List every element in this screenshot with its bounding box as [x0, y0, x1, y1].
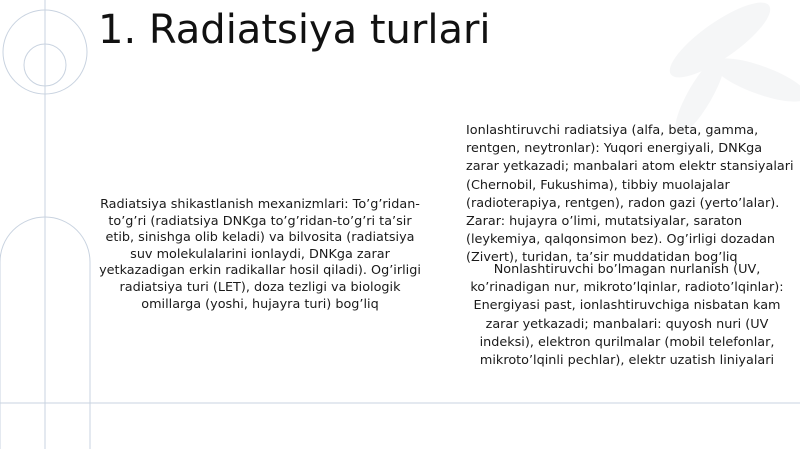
deco-leaf-shadow — [661, 0, 800, 140]
non-ionizing-radiation-text: Nonlashtiruvchi bo’lmagan nurlanish (UV, ko’rinadigan nur, mikroto’lqinlar, radioto’lqinlar): Energiyasi past, ionlashtiruvchiga nisbatan kam zarar yetkazadi; manbalari: quyosh nuri (UV indeksi), elektron qurilmalar (mobil telefonlar, mikroto’lqinli pechlar), elektr uzatish liniyalari — [470, 262, 784, 369]
slide-title: 1. Radiatsiya turlari — [98, 7, 491, 53]
mechanisms-text: Radiatsiya shikastlanish mexanizmlari: To’g’ridan-to’g’ri (radiatsiya DNKga to’g’ridan-to’g’ri ta’sir etib, sinishga olib keladi) va bilvosita (radiatsiya suv molekulalarini ionlaydi, DNKga zarar yetkazadigan erkin radikallar hosil qiladi). Og’irligi radiatsiya turi (LET), doza tezligi va biologik omillarga (yoshi, hujayra turi) bog’liq — [99, 197, 421, 312]
ionizing-radiation-text: Ionlashtiruvchi radiatsiya (alfa, beta, gamma, rentgen, neytronlar): Yuqori energiyali, DNKga zarar yetkazadi; manbalari atom elektr stansiyalari (Chernobil, Fukushima), tibbiy muolajalar (radioterapiya, rentgen), radon gazi (yerto’lalar). Zarar: hujayra o’limi, mutatsiyalar, saraton (leykemiya, qalqonsimon bez). Og’irligi dozadan (Zivert), turidan, ta’sir muddatidan bog’liq — [466, 123, 794, 266]
